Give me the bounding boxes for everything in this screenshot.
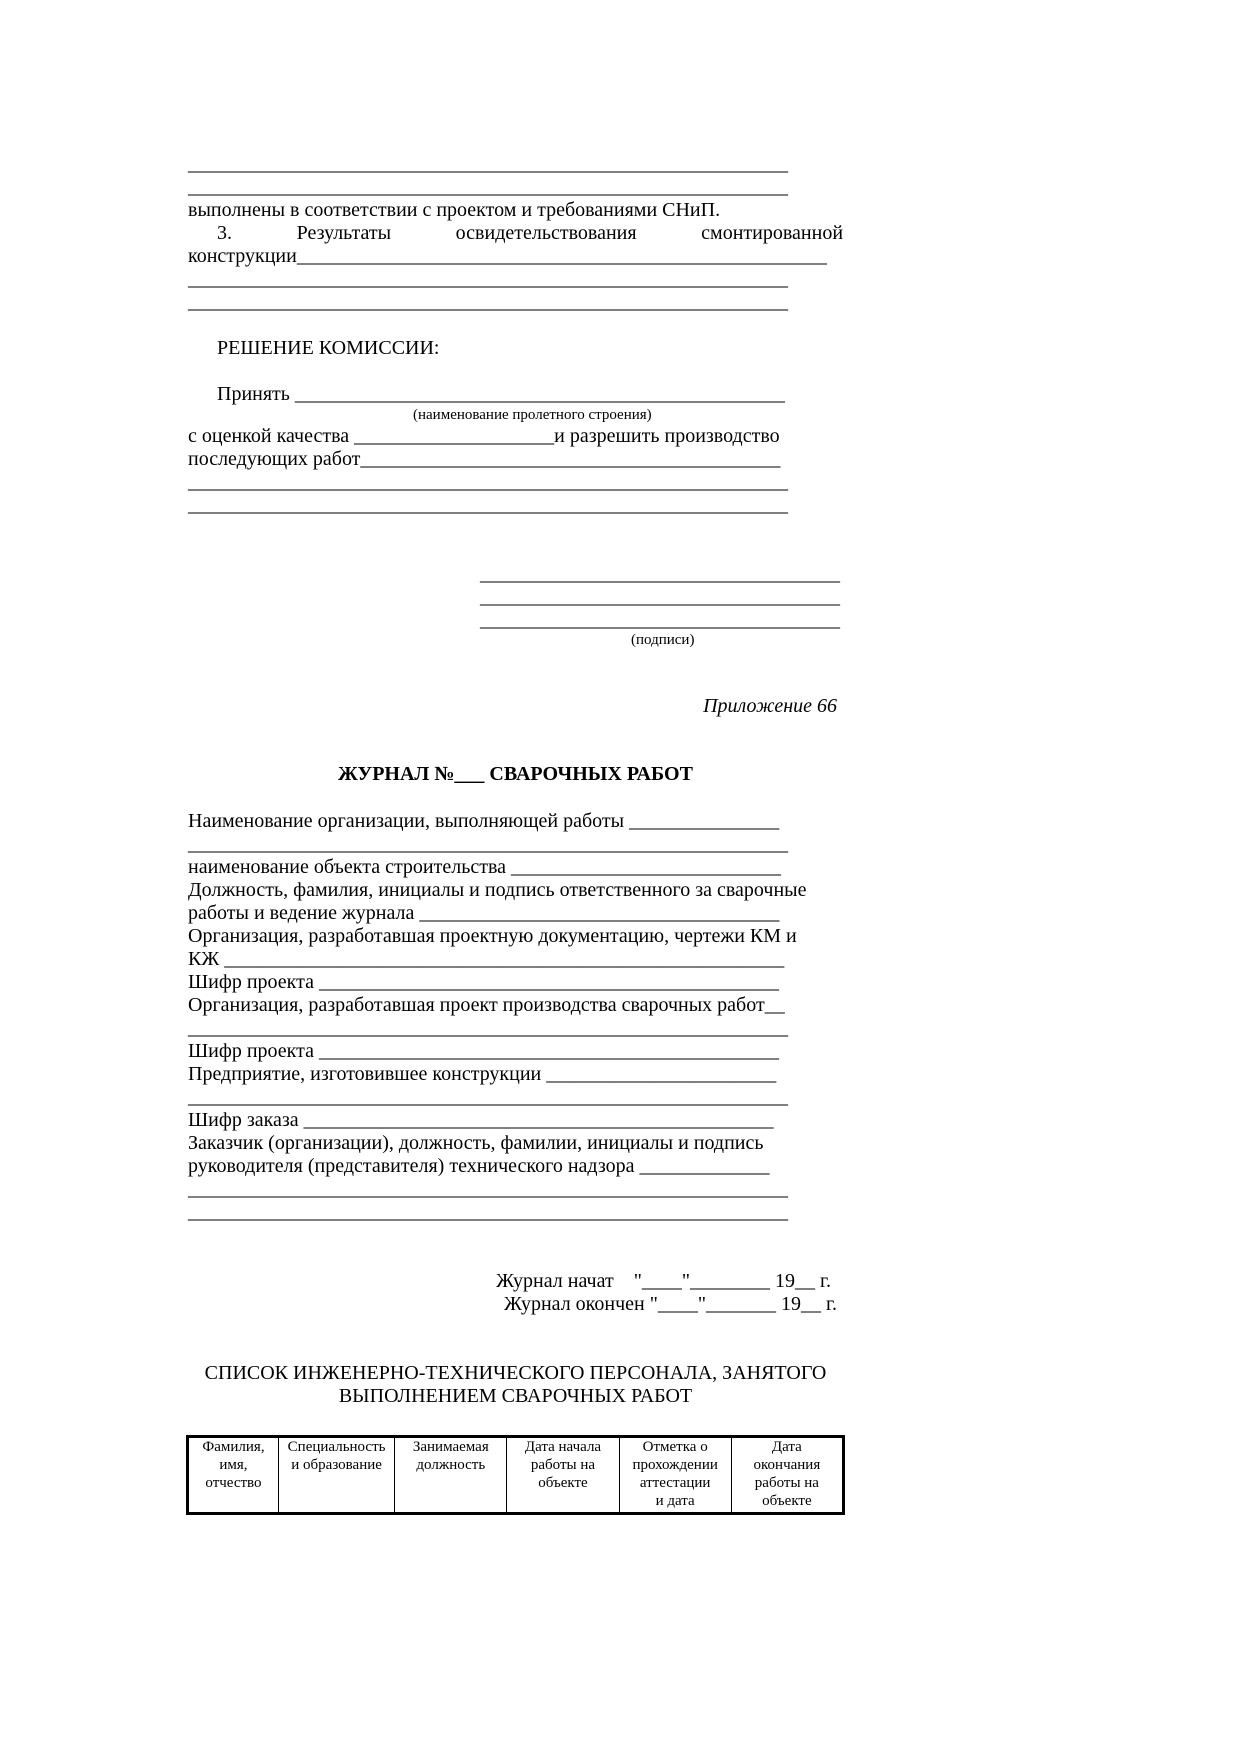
personnel-title-line2: ВЫПОЛНЕНИЕМ СВАРОЧНЫХ РАБОТ — [338, 1385, 693, 1407]
personnel-table — [186, 1435, 845, 1515]
signature-line: ____________________________________ — [480, 563, 840, 585]
journal-line: Заказчик (организации), должность, фамилии, инициалы и подпись — [188, 1132, 764, 1154]
blank-line: ____________________________________________________________ — [188, 176, 788, 198]
column-header: Фамилия, имя, отчество — [188, 1437, 279, 1514]
signature-line: ____________________________________ — [480, 586, 840, 608]
blank-line: ____________________________________________________________ — [188, 494, 788, 516]
journal-line: Организация, разработавшая проект производства сварочных работ__ — [188, 994, 785, 1016]
journal-line: Наименование организации, выполняющей работы _______________ — [188, 810, 780, 832]
personnel-title-line1: СПИСОК ИНЖЕНЕРНО-ТЕХНИЧЕСКОГО ПЕРСОНАЛА, ЗАНЯТОГО — [204, 1362, 827, 1384]
column-header: Дата начала работы на объекте — [507, 1437, 619, 1514]
journal-line: Шифр проекта ______________________________________________ — [188, 971, 779, 993]
accept-hint: (наименование пролетного строения) — [413, 407, 652, 423]
accept-line: Принять _________________________________________________ — [217, 383, 785, 405]
journal-title: ЖУРНАЛ №___ СВАРОЧНЫХ РАБОТ — [338, 763, 693, 785]
blank-line: ____________________________________________________________ — [188, 153, 788, 175]
column-header: Отметка о прохождении аттестации и дата — [619, 1437, 731, 1514]
blank-line: ____________________________________________________________ — [188, 471, 788, 493]
journal-line: Должность, фамилия, инициалы и подпись ответственного за сварочные — [188, 879, 807, 901]
blank-line: ____________________________________________________________ — [188, 291, 788, 313]
item-3-first-line — [188, 222, 843, 245]
signature-line: ____________________________________ — [480, 609, 840, 631]
subsequent-works-line: последующих работ__________________________________________ — [188, 448, 781, 470]
table-header-row — [188, 1437, 844, 1514]
item-3-word: Результаты — [296, 222, 392, 244]
journal-line: Шифр заказа _______________________________________________ — [188, 1109, 774, 1131]
column-header: Дата окончания работы на объекте — [731, 1437, 843, 1514]
construction-line: конструкции_____________________________________________________ — [188, 245, 827, 267]
journal-line: ____________________________________________________________ — [188, 1201, 788, 1223]
journal-line: руководителя (представителя) технического надзора _____________ — [188, 1155, 770, 1177]
journal-started: Журнал начат "____"________ 19__ г. — [496, 1270, 831, 1292]
column-header: Занимаемая должность — [395, 1437, 507, 1514]
journal-line: Предприятие, изготовившее конструкции _______________________ — [188, 1063, 777, 1085]
journal-finished: Журнал окончен "____"_______ 19__ г. — [504, 1293, 837, 1315]
journal-line: ____________________________________________________________ — [188, 833, 788, 855]
column-header: Специальность и образование — [278, 1437, 394, 1514]
journal-line: ____________________________________________________________ — [188, 1017, 788, 1039]
appendix-label: Приложение 66 — [703, 695, 837, 717]
blank-line: ____________________________________________________________ — [188, 268, 788, 290]
journal-line: КЖ ________________________________________________________ — [188, 948, 785, 970]
quality-line: с оценкой качества ____________________и разрешить производство — [188, 425, 780, 447]
decision-heading: РЕШЕНИЕ КОМИССИИ: — [217, 337, 440, 359]
journal-line: Шифр проекта ______________________________________________ — [188, 1040, 779, 1062]
item-3-number: 3. — [217, 222, 232, 244]
compliance-text: выполнены в соответствии с проектом и требованиями СНиП. — [188, 199, 721, 221]
item-3-word: смонтированной — [701, 222, 844, 244]
journal-line: работы и ведение журнала ____________________________________ — [188, 902, 780, 924]
journal-line: ____________________________________________________________ — [188, 1178, 788, 1200]
item-3-word: освидетельствования — [455, 222, 637, 244]
journal-line: наименование объекта строительства ___________________________ — [188, 856, 782, 878]
signatures-caption: (подписи) — [631, 632, 695, 648]
journal-line: Организация, разработавшая проектную документацию, чертежи КМ и — [188, 925, 797, 947]
journal-line: ____________________________________________________________ — [188, 1086, 788, 1108]
